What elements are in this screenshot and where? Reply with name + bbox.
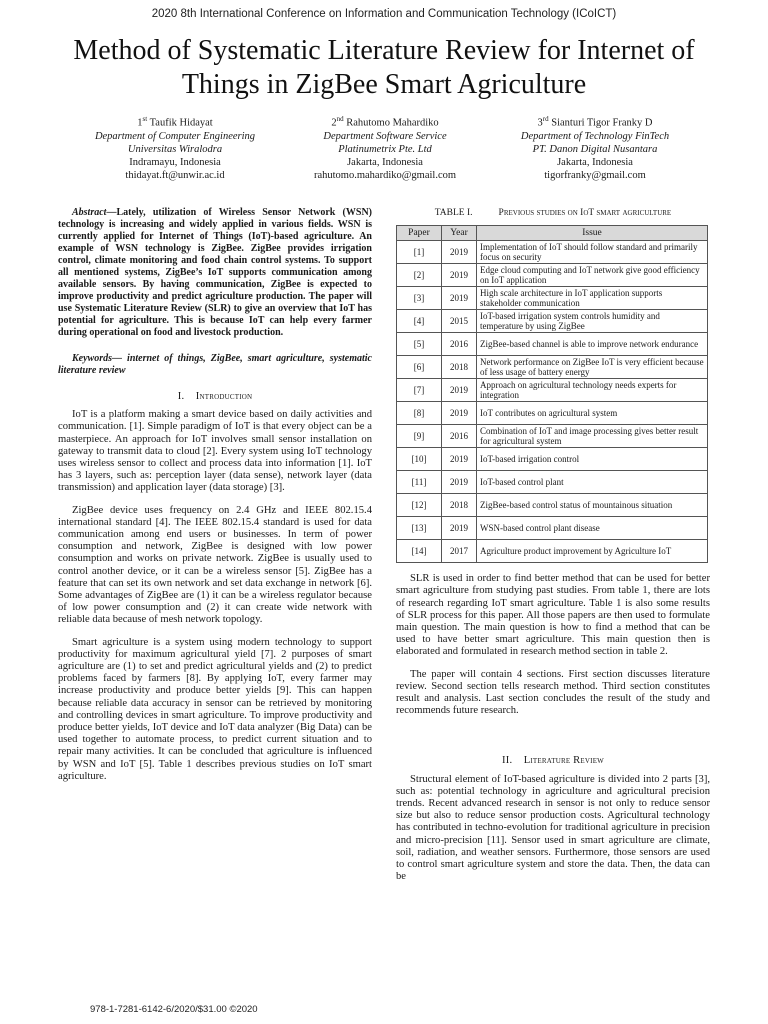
table-header-row	[397, 226, 708, 241]
intro-paragraph-3: Smart agriculture is a system using modern technology to support productivity for maximum agricultural yield [7]. 2 purposes of smart agriculture are (1) to set and predict agricultural yields and (2) to predict problems faced by farmers [8]. By applying IoT, every farmer may increase productivity and produce better yields [9]. This can happen because reliable data accuracy in sensor can be retrieved by monitoring and controlling devices in smart agriculture. To improve productivity and produce better yields, IoT device and IoT data analyzer (Big Data) can be used together to automate process, to predict current situation and to repair many activities. It can be concluded that agriculture is influenced by WSN and IoT [5]. Table 1 describes previous studies on IoT smart agriculture.	[58, 636, 372, 782]
abstract: Abstract—Lately, utilization of Wireless Sensor Network (WSN) technology is increasing and widely applied in various fields. WSN is currently applied for Internet of Things (IoT)-based agriculture. An example of WSN technology is ZigBee. ZigBee provides irrigation control, climate monitoring and food chain control systems. To support all mentioned systems, ZigBee’s IoT supports communication among available sensors. By having communication, ZigBee is expected to improve productivity and predict agriculture production. The paper will use Systematic Literature Review (SLR) to give an overview that IoT has potential for agriculture. This is because IoT can help every farmer during operational on food and livestock production.	[58, 207, 372, 338]
table-row: [8] 2019 IoT contributes on agricultural system	[397, 402, 708, 425]
table-row: [10] 2019 IoT-based irrigation control	[397, 448, 708, 471]
sections-paragraph: The paper will contain 4 sections. First section discusses literature review. Second section tells research method. Third section constitutes result and analysis. Last section concludes the result of the study and recommends future research.	[396, 668, 710, 717]
author-1	[70, 113, 280, 182]
author-organization: Platinumetrix Pte. Ltd	[338, 143, 432, 155]
section-heading-introduction: I. Introduction	[177, 391, 253, 402]
table-header-issue: Issue	[477, 226, 708, 241]
author-organization: Universitas Wiralodra	[127, 143, 223, 155]
author-department: Department of Computer Engineering	[94, 130, 256, 142]
author-email: thidayat.ft@unwir.ac.id	[125, 169, 225, 181]
footer-copyright: 978-1-7281-6142-6/2020/$31.00 ©2020	[90, 1004, 258, 1015]
section-heading-literature-review: II. Literature Review	[502, 755, 604, 767]
table-caption: TABLE I. Previous studies on IoT smart agriculture	[434, 208, 672, 218]
paper-title: Method of Systematic Literature Review for Internet of Things in ZigBee Smart Agriculture	[73, 35, 695, 100]
previous-studies-table	[396, 225, 708, 563]
conference-header: 2020 8th International Conference on Information and Communication Technology (ICoICT)	[151, 8, 617, 20]
table-row: [11] 2019 IoT-based control plant	[397, 471, 708, 494]
right-column	[396, 207, 710, 883]
table-header-year: Year	[442, 226, 477, 241]
table-row: [3] 2019 High scale architecture in IoT application supports stakeholder communication	[397, 287, 708, 310]
author-city: Jakarta, Indonesia	[557, 156, 633, 168]
table-row: [4] 2015 IoT-based irrigation system controls humidity and temperature by using ZigBee	[397, 310, 708, 333]
intro-paragraph-2: ZigBee device uses frequency on 2.4 GHz and IEEE 802.15.4 international standard [4]. The IEEE 802.15.4 standard is used for data communication among end users or businesses. In term of power consumption and network, ZigBee is designed with low power consumption and works on private network. ZigBee is usually used to control another device, or it can be a wireless sensor [5]. ZigBee has a feature that can set its own network and set data exchange in network [6]. Some advantages of ZigBee are (1) it can be a wireless regulator because of low power consumption and (2) it can create wide network with reliable data because of mesh network topology.	[58, 504, 372, 626]
author-3	[490, 113, 700, 182]
author-department: Department of Technology FinTech	[520, 130, 670, 142]
author-department: Department Software Service	[323, 130, 447, 142]
table-row: [2] 2019 Edge cloud computing and IoT network give good efficiency on IoT application	[397, 264, 708, 287]
author-name: 1st Taufik Hidayat	[137, 115, 213, 129]
table-row: [7] 2019 Approach on agricultural technology needs experts for integration	[397, 379, 708, 402]
literature-paragraph: Structural element of IoT-based agriculture is divided into 2 parts [3], such as: potential technology in agriculture and agricultural precision trends. Recent advanced research in sensor is not only to reduce sensor size but also to reduce sensor production costs. Agricultural technology has contributed in techno-evolution for traditional agriculture in precision and micro-precision [11]. Sensor used in smart agriculture are climate, soil, radiation, and weather sensors. Furthermore, those sensors are used to control smart agriculture system and store the data. Then, the data can be	[396, 773, 710, 883]
author-name: 2nd Rahutomo Mahardiko	[331, 115, 439, 129]
table-row: [1] 2019 Implementation of IoT should follow standard and primarily focus on security	[397, 241, 708, 264]
author-2	[280, 113, 490, 182]
author-name: 3rd Sianturi Tigor Franky D	[537, 115, 653, 129]
table-row: [9] 2016 Combination of IoT and image processing gives better result for agricultural system	[397, 425, 708, 448]
author-email: tigorfranky@gmail.com	[544, 169, 646, 181]
table-row: [6] 2018 Network performance on ZigBee IoT is very efficient because of less usage of battery energy	[397, 356, 708, 379]
slr-paragraph: SLR is used in order to find better method that can be used for better smart agriculture from studying past studies. From table 1, there are lots of research regarding IoT smart agriculture. Table 1 is also some results of SLR process for this paper. All those papers are then used to formulate main question. The main question is how to find a method that can be used to have better smart agriculture. This main question then is elaborated and formulated in research method section in table 2.	[396, 573, 710, 658]
author-email: rahutomo.mahardiko@gmail.com	[313, 169, 457, 181]
author-organization: PT. Danon Digital Nusantara	[532, 143, 658, 155]
table-header-paper: Paper	[397, 226, 442, 241]
keywords: Keywords— internet of things, ZigBee, smart agriculture, systematic literature review	[58, 353, 372, 376]
table-row: [14] 2017 Agriculture product improvement by Agriculture IoT	[397, 540, 708, 563]
table-row: [5] 2016 ZigBee-based channel is able to improve network endurance	[397, 333, 708, 356]
intro-paragraph-1: IoT is a platform making a smart device based on daily activities and communication. [1]. Simple paradigm of IoT is that every object can be a masterpiece. An approach for IoT involves small sensor installation on gateway to transmit data to cloud [2]. Every system using IoT technology uses wireless sensor to collect and process data into information [1]. IoT has 3 layers, such as: perception layer (data sense), network layer (data transmission) and application layer (data storage) [3].	[58, 409, 372, 494]
author-city: Indramayu, Indonesia	[129, 156, 221, 168]
table-row: [12] 2018 ZigBee-based control status of mountainous situation	[397, 494, 708, 517]
author-block	[70, 113, 700, 182]
author-city: Jakarta, Indonesia	[347, 156, 423, 168]
left-column	[58, 207, 372, 783]
table-row: [13] 2019 WSN-based control plant disease	[397, 517, 708, 540]
